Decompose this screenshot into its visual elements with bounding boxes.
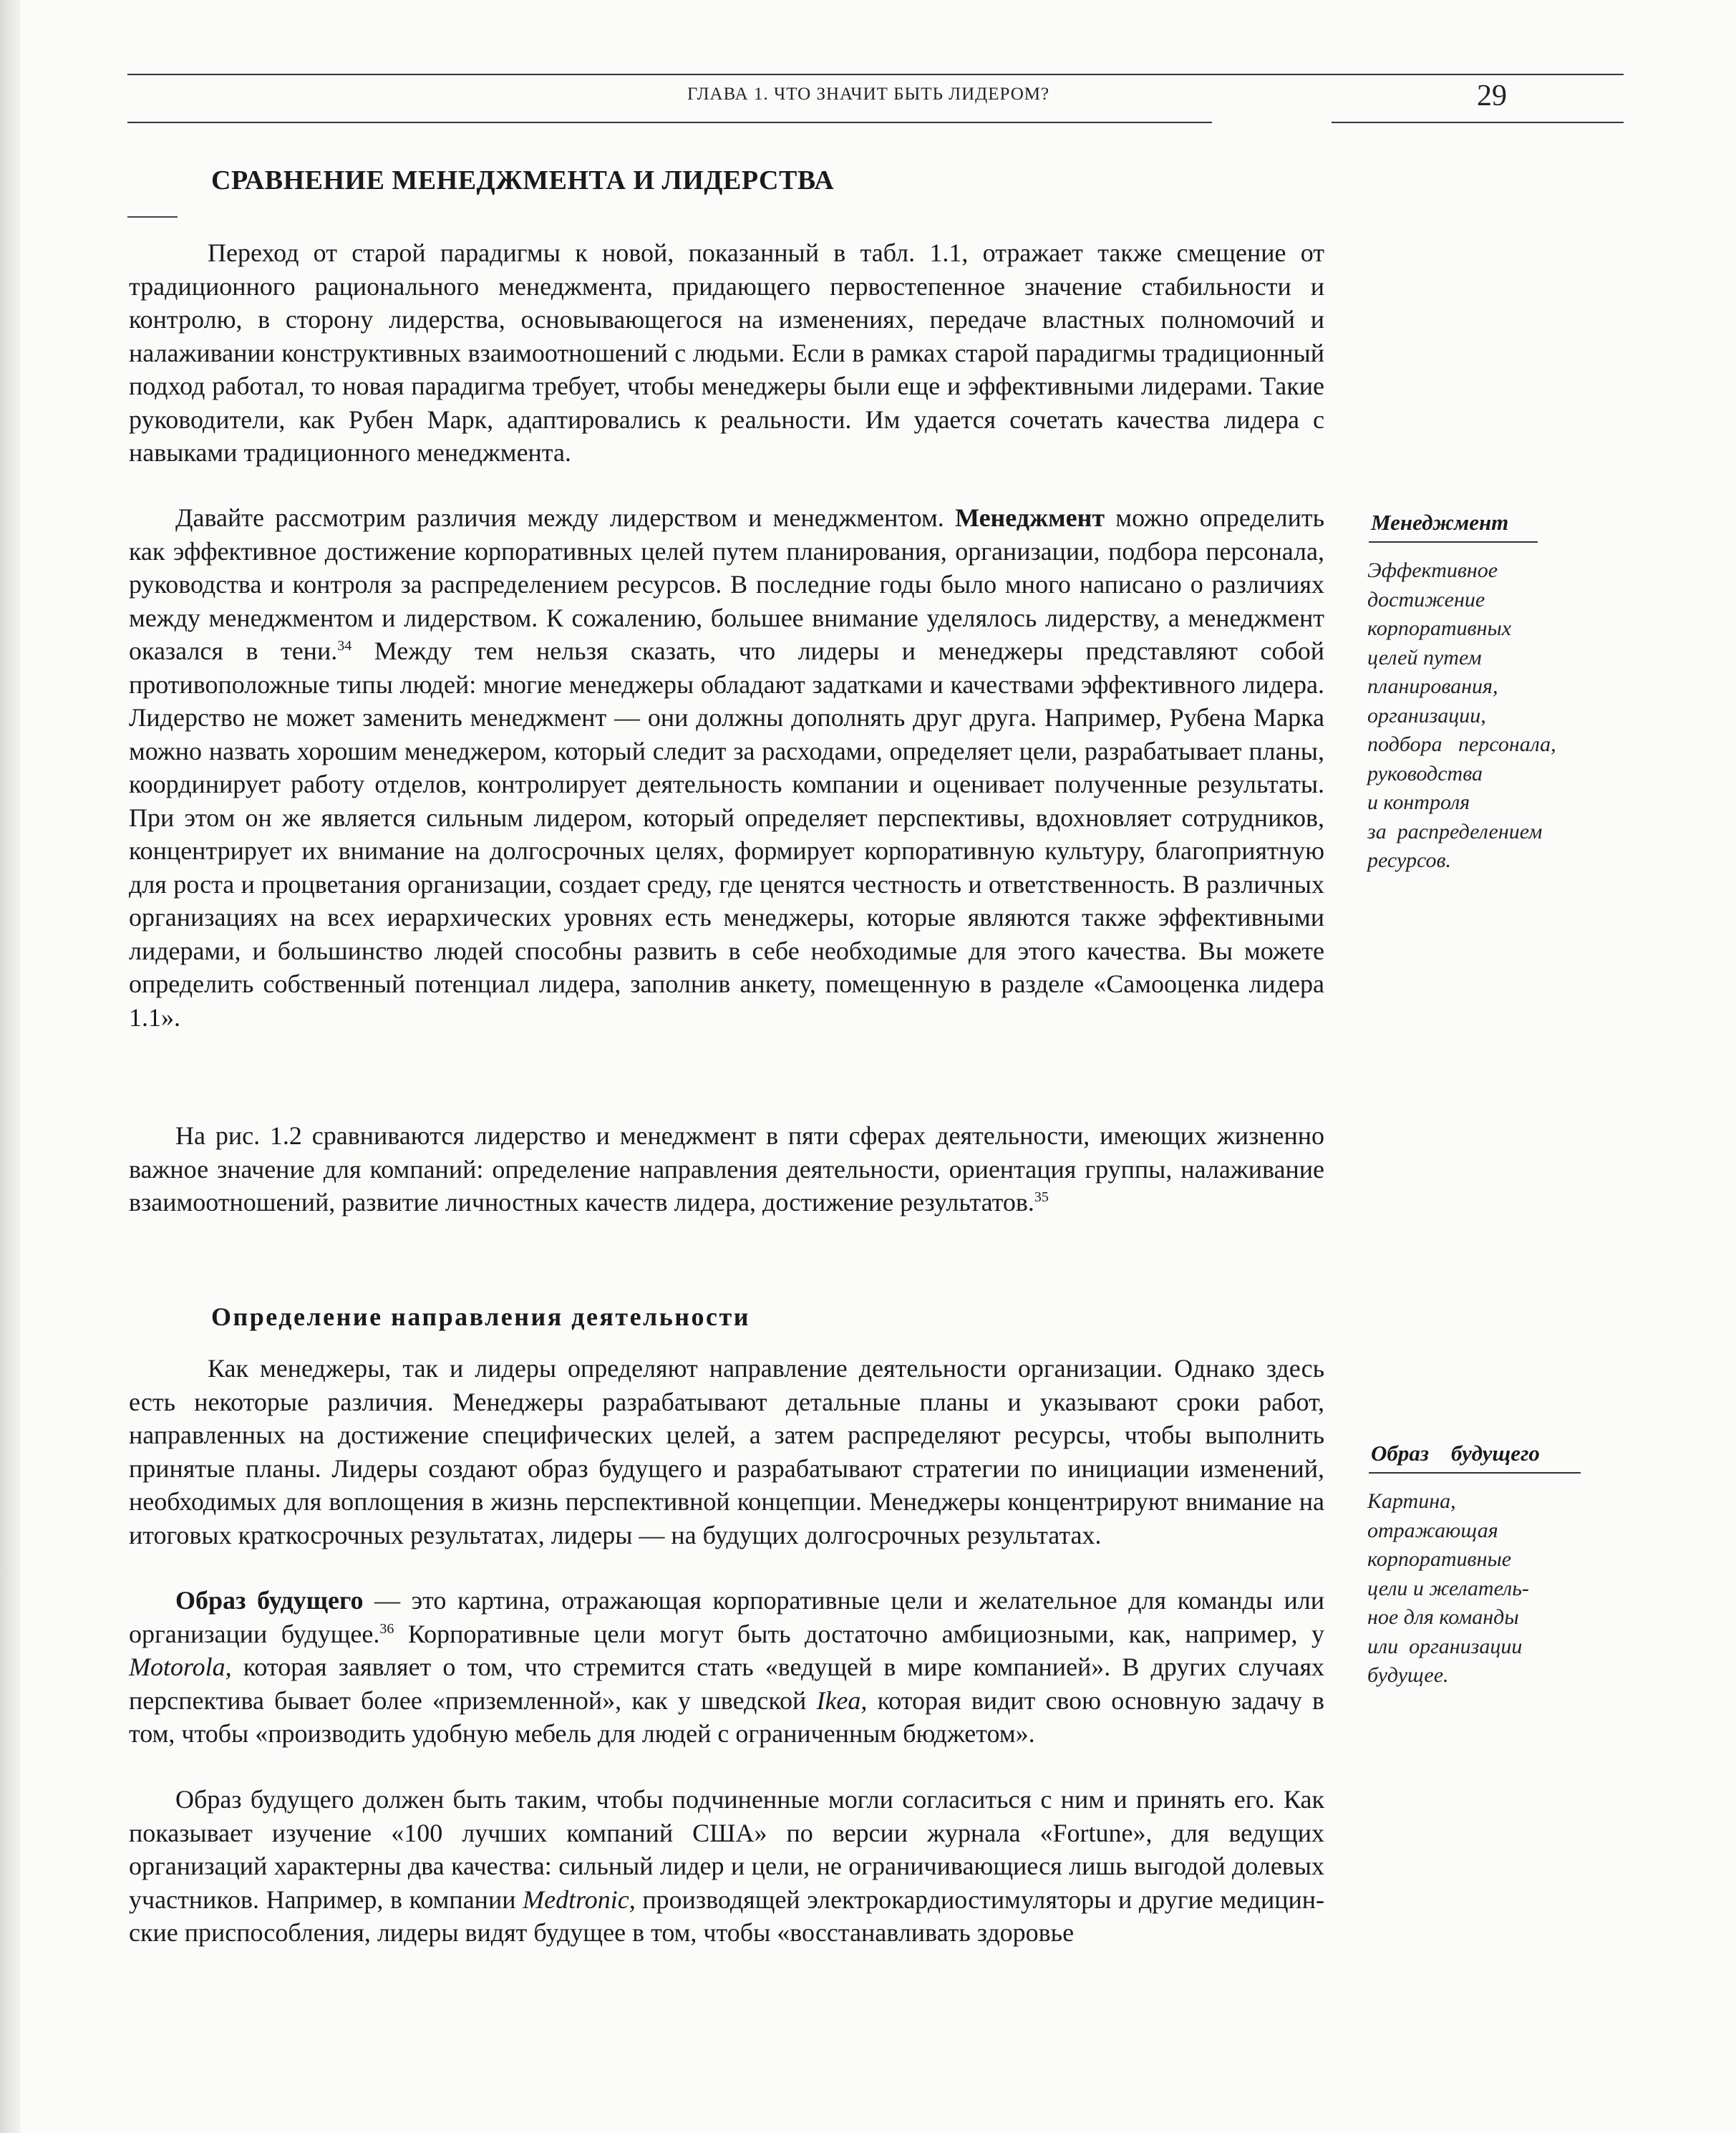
paragraph-4-text: Как менеджеры, так и лидеры определяют направление деятельности организации. Однако здесь есть некоторые различия. Менеджеры разрабатывают детальные планы и указывают сроки работ, направленных на достижение специфических целей, а затем распределяют ресурсы, чтобы выполнить принятые планы. Лидеры создают образ будущего и разрабатывают стратегии по инициации изменений, необходимых для воплощения в жизнь перспективной концепции. Менеджеры концентрируют внимание на итоговых краткосрочных результатах, лидеры — на будущих долгосрочных результатах. <box>129 1354 1324 1549</box>
margin-definition-line: ное для команды <box>1367 1605 1519 1629</box>
margin-definition-vision <box>1367 1487 1604 1691</box>
paragraph-6-text-a: Образ будущего должен быть таким, чтобы подчиненные могли согласиться с ним и принять его. Как показывает изучение «100 лучших компаний США» по версии журнала «Fortune», для ведущих организаций характерны два качества: сильный лидер и цели, не ограничивающиеся лишь выгодой долевых участников. Например, в компании <box>129 1785 1324 1914</box>
scan-edge-shadow <box>0 0 20 2133</box>
margin-definition-management <box>1367 556 1604 876</box>
margin-definition-line: ресурсов. <box>1367 848 1452 872</box>
margin-definition-line: Картина, <box>1367 1489 1456 1513</box>
margin-definition-line: подбора персонала, <box>1367 732 1556 756</box>
header-bottom-rule-right <box>1332 122 1624 123</box>
paragraph-2 <box>129 501 1324 1034</box>
margin-term-vision: Образ будущего <box>1371 1441 1540 1466</box>
paragraph-2-text-a: Давайте рассмотрим различия между лидерством и менеджментом. <box>175 503 944 532</box>
margin-definition-line: корпоративных <box>1367 616 1512 640</box>
footnote-ref-34: 34 <box>337 638 352 654</box>
margin-term-management: Менеджмент <box>1371 510 1509 535</box>
paragraph-1 <box>129 236 1324 470</box>
margin-definition-line: за распределением <box>1367 819 1543 843</box>
footnote-ref-35: 35 <box>1034 1189 1049 1205</box>
header-top-rule <box>127 74 1624 75</box>
margin-definition-line: и контроля <box>1367 790 1470 814</box>
paragraph-2-text-c: Между тем нельзя сказать, что лидеры и менеджеры представляют собой противоположные типы людей: многие менеджеры обладают задатками и качествами эффективного лидера. Лидерство не может заменить менеджмент — они должны дополнять друг друга. Например, Рубена Марка можно назвать хорошим менеджером, который следит за расходами, определяет цели, разрабатывает планы, координирует работу отделов, контролирует деятельность компании и оценивает полученные результаты. При этом он же является сильным лидером, который определяет перспективы, вдохновляет сотрудников, концентрирует их внимание на долгосрочных целях, формирует корпоративную культуру, благоприятную для роста и процветания организации, создает среду, где ценятся честность и ответственность. В различных организациях на всех иерархических уровнях есть менеджеры, которые являются также эффективными лидерами, и большинство людей способны развить в себе необходимые для этого качества. Вы можете определить собственный потенциал лидера, заполнив анкету, помещенную в разделе «Самооценка лидера 1.1». <box>129 637 1324 1032</box>
header-bottom-rule-left <box>127 122 1212 123</box>
paragraph-5-text-b: Корпоративные цели могут быть достаточно амбициозными, как, например, у <box>407 1619 1325 1648</box>
paragraph-6-text-b: производящей электрокардиостимуляторы и другие медицинские приспособления, лидеры видят будущее в том, чтобы «восстанавливать здоровье <box>129 1885 1325 1947</box>
footnote-ref-36: 36 <box>379 1620 394 1637</box>
margin-definition-line: или организации <box>1367 1634 1523 1658</box>
paragraph-5-text-c: которая заявляет о том, что стремится стать «ведущей в мире компанией». В других случаях перспектива бывает более «приземленной», как у шведской <box>129 1653 1324 1715</box>
paragraph-3 <box>129 1119 1324 1219</box>
paragraph-4 <box>129 1352 1324 1552</box>
company-motorola: Motorola, <box>129 1653 232 1681</box>
subsection-title: Определение направления деятельности <box>211 1302 750 1331</box>
margin-definition-line: Эффективное <box>1367 558 1498 582</box>
margin-definition-line: организации, <box>1367 703 1486 727</box>
paragraph-5-text-d: которая видит свою основную задачу в том, чтобы «производить удобную мебель для людей с ограниченным бюджетом». <box>129 1685 1324 1748</box>
margin-term-management-rule <box>1369 541 1538 543</box>
paragraph-2-text-b: можно определить как эффективное достижение корпоративных целей путем планирования, организации, подбора персонала, руководства и контроля за распределением ресурсов. В последние годы было много написано о различиях между менеджментом и лидерством. К сожалению, большее внимание уделялось лидерству, а менеджмент оказался в тени. <box>129 503 1325 665</box>
margin-term-vision-rule <box>1369 1472 1581 1474</box>
margin-definition-line: будущее. <box>1367 1663 1449 1687</box>
margin-definition-line: руководства <box>1367 761 1483 785</box>
company-medtronic: Medtronic, <box>523 1885 636 1914</box>
paragraph-5 <box>129 1584 1324 1751</box>
margin-definition-line: планирования, <box>1367 674 1498 698</box>
company-ikea: Ikea, <box>816 1685 868 1715</box>
paragraph-1-text: Переход от старой парадигмы к новой, показанный в табл. 1.1, отражает также смещение от традиционного рационального менеджмента, придающего первостепенное значение стабильности и контролю, в сторону лидерства, основывающегося на изменениях, передаче властных полномочий и налаживании конструктивных взаимоотношений с людьми. Если в рамках старой парадигмы традиционный подход работал, то новая парадигма требует, чтобы менеджеры были еще и эффективными лидерами. Такие руководители, как Рубен Марк, адаптировались к реальности. Им удается сочетать качества лидера с навыками традиционного менеджмента. <box>129 238 1324 467</box>
margin-definition-line: цели и желатель- <box>1367 1576 1529 1600</box>
paragraph-5-text-a: — это картина, отражающая корпоративные цели и желательное для команды или организации будущее. <box>129 1586 1324 1648</box>
term-vision: Образ будущего <box>175 1586 364 1615</box>
running-head: ГЛАВА 1. ЧТО ЗНАЧИТ БЫТЬ ЛИДЕРОМ? <box>687 84 1050 104</box>
section-title: СРАВНЕНИЕ МЕНЕДЖМЕНТА И ЛИДЕРСТВА <box>211 165 835 195</box>
paragraph-3-text: На рис. 1.2 сравниваются лидерство и менеджмент в пяти сферах деятельности, имеющих жизненно важное значение для компаний: определение направления деятельности, ориентация группы, налаживание взаимоотношений, развитие личностных качеств лидера, достижение результатов. <box>129 1121 1324 1217</box>
margin-definition-line: корпоративные <box>1367 1547 1512 1571</box>
page-number: 29 <box>1477 79 1507 112</box>
margin-definition-line: отражающая <box>1367 1518 1498 1542</box>
term-management: Менеджмент <box>955 503 1105 532</box>
paragraph-6 <box>129 1783 1324 1950</box>
margin-definition-line: целей путем <box>1367 645 1482 669</box>
margin-definition-line: достижение <box>1367 587 1485 611</box>
section-marker <box>127 216 178 218</box>
